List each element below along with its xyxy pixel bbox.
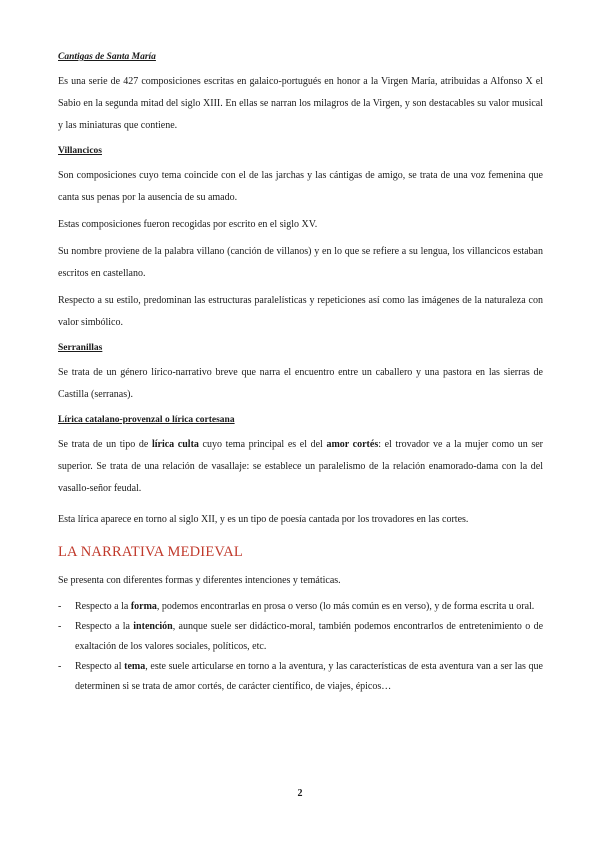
text-run: Respecto al bbox=[75, 661, 125, 672]
list-item bbox=[58, 657, 543, 697]
bold-term-forma: forma bbox=[130, 601, 157, 612]
text-run: , este suele articularse en torno a la aventura, y las características de esta aventura van a ser las que determinen si se trata de amor cortés, de carácter científico, de viajes, épicos… bbox=[75, 661, 543, 692]
dash-marker: - bbox=[58, 621, 62, 632]
paragraph-lirica-1 bbox=[58, 434, 543, 500]
text-run: Respecto a la bbox=[75, 621, 134, 632]
text-run: : el trovador ve a la mujer como un ser superior. Se trata de una relación de vasallaje: se establece un paralelismo de la relación enamorado-dama con la del vasallo-señor feudal. bbox=[58, 439, 544, 494]
paragraph-lirica-2: Esta lírica aparece en torno al siglo XII, y es un tipo de poesía cantada por los trovadores en las cortes. bbox=[58, 514, 469, 525]
text-run: Se trata de un tipo de bbox=[58, 439, 152, 450]
text-run: cuyo tema principal es el del bbox=[198, 439, 327, 450]
text-run: Respecto a la bbox=[75, 601, 131, 612]
list-item bbox=[58, 597, 543, 617]
paragraph-villancicos-2: Estas composiciones fueron recogidas por escrito en el siglo XV. bbox=[58, 219, 318, 230]
narrativa-bullet-list bbox=[58, 597, 543, 697]
dash-marker: - bbox=[58, 601, 62, 612]
bold-term-intencion: intención bbox=[133, 621, 173, 632]
paragraph-cantigas: Es una serie de 427 composiciones escritas en galaico-portugués en honor a la Virgen María, atribuidas a Alfonso X el Sabio en la segunda mitad del siglo XIII. En ellas se narran los milagros de la Virgen, y son destacables su valor musical y las miniaturas que contiene. bbox=[58, 76, 543, 131]
heading-villancicos: Villancicos bbox=[58, 146, 102, 156]
paragraph-villancicos-1: Son composiciones cuyo tema coincide con el de las jarchas y las cántigas de amigo, se trata de una voz femenina que canta sus penas por la ausencia de su amado. bbox=[58, 170, 543, 203]
heading-cantigas: Cantigas de Santa María bbox=[58, 52, 156, 62]
page-number: 2 bbox=[297, 788, 303, 799]
bold-term-amor-cortes: amor cortés bbox=[326, 439, 379, 450]
paragraph-serranillas: Se trata de un género lírico-narrativo breve que narra el encuentro entre un caballero y una pastora en las sierras de Castilla (serranas). bbox=[58, 367, 543, 400]
text-run: , aunque suele ser didáctico-moral, también podemos encontrarlos de entretenimiento o de exaltación de los valores sociales, políticos, etc. bbox=[75, 621, 544, 652]
text-run: , podemos encontrarlas en prosa o verso (lo más común es en verso), y de forma escrita u oral. bbox=[156, 601, 535, 612]
bold-term-lirica-culta: lírica culta bbox=[151, 439, 199, 450]
list-item bbox=[58, 617, 543, 657]
heading-lirica: Lírica catalano-provenzal o lírica cortesana bbox=[58, 415, 235, 425]
dash-marker: - bbox=[58, 661, 62, 672]
section-title-narrativa: LA NARRATIVA MEDIEVAL bbox=[58, 544, 243, 560]
paragraph-narrativa-intro: Se presenta con diferentes formas y diferentes intenciones y temáticas. bbox=[58, 575, 341, 586]
paragraph-villancicos-3: Su nombre proviene de la palabra villano (canción de villanos) y en lo que se refiere a su lengua, los villancicos estaban escritos en castellano. bbox=[58, 246, 543, 279]
bold-term-tema: tema bbox=[124, 661, 146, 672]
heading-serranillas: Serranillas bbox=[58, 343, 103, 353]
paragraph-villancicos-4: Respecto a su estilo, predominan las estructuras paralelísticas y repeticiones así como las imágenes de la naturaleza con valor simbólico. bbox=[58, 295, 543, 328]
document-page bbox=[58, 52, 543, 697]
